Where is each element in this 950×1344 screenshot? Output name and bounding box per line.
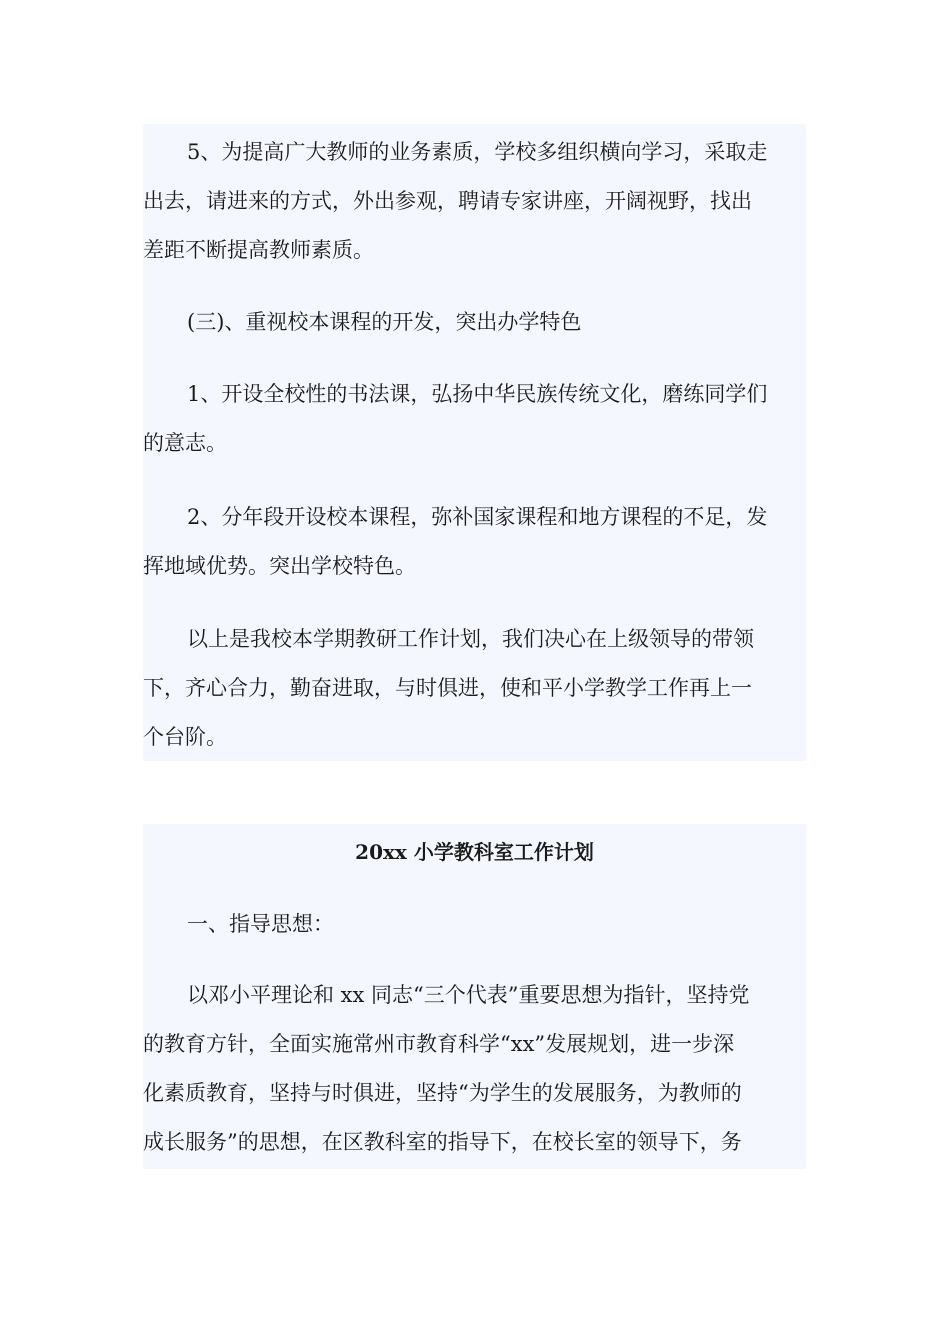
text-line: 下，齐心合力，勤奋进取，与时俱进，使和平小学教学工作再上一 [143, 676, 752, 700]
content-block-research-plan [143, 824, 806, 1169]
text-line: 以上是我校本学期教研工作计划，我们决心在上级领导的带领 [187, 627, 754, 651]
paragraph-conclusion [143, 615, 806, 762]
text-line: 2、分年段开设校本课程，弥补国家课程和地方课程的不足，发 [187, 505, 768, 529]
section-heading-school-curriculum: (三)、重视校本课程的开发，突出办学特色 [187, 310, 582, 334]
text-line: 出去，请进来的方式，外出参观，聘请专家讲座，开阔视野，找出 [143, 189, 752, 213]
text-line: 的意志。 [143, 431, 227, 455]
text-line: 以邓小平理论和 xx 同志“三个代表”重要思想为指针，坚持党 [187, 983, 750, 1007]
text-line: 个台阶。 [143, 725, 227, 749]
paragraph-calligraphy-course [143, 370, 806, 468]
paragraph-guiding-ideology [143, 971, 806, 1167]
content-block-plan-continued [143, 124, 806, 761]
text-line: 成长服务”的思想，在区教科室的指导下，在校长室的领导下，务 [143, 1130, 742, 1154]
text-line: 的教育方针，全面实施常州市教育科学“xx”发展规划，进一步深 [143, 1032, 735, 1056]
text-line: 差距不断提高教师素质。 [143, 238, 374, 262]
text-line: 化素质教育，坚持与时俱进，坚持“为学生的发展服务，为教师的 [143, 1081, 742, 1105]
section-heading-guiding-ideology: 一、指导思想： [187, 912, 334, 936]
text-line: 1、开设全校性的书法课，弘扬中华民族传统文化，磨练同学们 [187, 382, 768, 406]
document-title: 20xx 小学教科室工作计划 [355, 840, 594, 864]
paragraph-graded-curriculum [143, 493, 806, 591]
text-line: 5、为提高广大教师的业务素质，学校多组织横向学习，采取走 [187, 140, 768, 164]
paragraph-teacher-quality [143, 128, 806, 275]
text-line: 挥地域优势。突出学校特色。 [143, 554, 416, 578]
